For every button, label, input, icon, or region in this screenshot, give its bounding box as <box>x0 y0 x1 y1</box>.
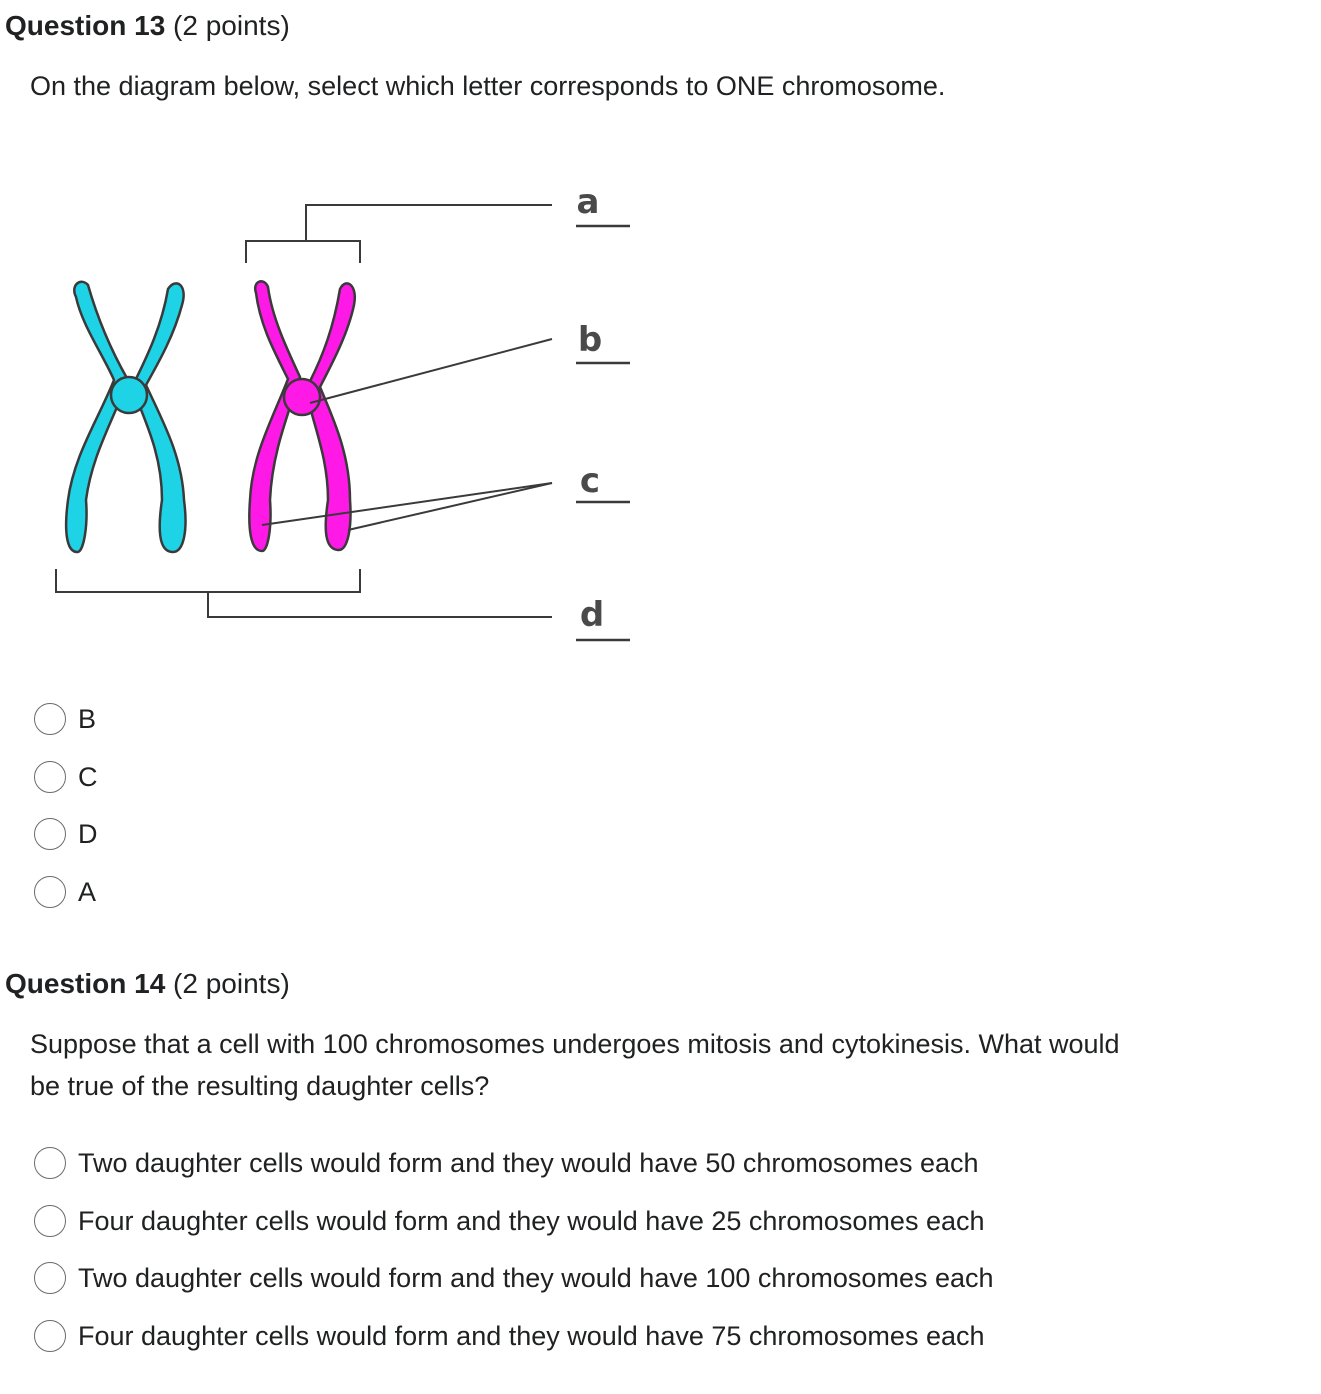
question-13-header <box>5 9 290 43</box>
left-chromatid-b <box>132 283 186 552</box>
q13-option-b[interactable] <box>34 690 98 748</box>
q14-option-1[interactable] <box>34 1134 994 1192</box>
chromosome-diagram-svg <box>50 165 650 660</box>
right-chromatid-a <box>249 281 300 551</box>
chromosome-diagram <box>50 165 650 660</box>
question-13-options <box>34 690 98 921</box>
option-label: Two daughter cells would form and they would have 100 chromosomes each <box>78 1263 994 1294</box>
question-14-title: Question 14 <box>5 968 166 999</box>
left-chromosome <box>66 282 185 552</box>
q13-option-d[interactable] <box>34 805 98 863</box>
left-chromatid-a <box>66 282 128 552</box>
q13-option-c[interactable] <box>34 748 98 806</box>
radio-button[interactable] <box>34 1205 66 1237</box>
q14-option-3[interactable] <box>34 1249 994 1307</box>
label-a-pointer <box>246 205 552 263</box>
question-13-points: (2 points) <box>173 10 290 41</box>
question-14-header <box>5 967 290 1001</box>
label-c-pointer <box>262 483 552 530</box>
svg-text:c: c <box>579 461 601 501</box>
question-14-prompt: Suppose that a cell with 100 chromosomes undergoes mitosis and cytokinesis. What would be true of the resulting daughter cells? <box>30 1029 1120 1101</box>
diagram-label-d <box>576 595 630 640</box>
option-label: B <box>78 703 97 734</box>
q14-option-2[interactable] <box>34 1192 994 1250</box>
option-label: Two daughter cells would form and they would have 50 chromosomes each <box>78 1147 979 1178</box>
radio-button[interactable] <box>34 703 66 735</box>
option-label: Four daughter cells would form and they would have 25 chromosomes each <box>78 1205 985 1236</box>
svg-text:d: d <box>579 595 605 635</box>
radio-button[interactable] <box>34 1320 66 1352</box>
radio-button[interactable] <box>34 876 66 908</box>
right-chromatid-b <box>306 283 355 550</box>
radio-button[interactable] <box>34 761 66 793</box>
right-centromere <box>284 379 320 415</box>
diagram-label-a <box>576 182 630 226</box>
radio-button[interactable] <box>34 818 66 850</box>
label-d-pointer <box>56 569 552 617</box>
question-14-options <box>34 1134 994 1365</box>
option-label: C <box>78 761 98 792</box>
option-label: Four daughter cells would form and they would have 75 chromosomes each <box>78 1320 985 1351</box>
question-13-prompt: On the diagram below, select which letter corresponds to ONE chromosome. <box>30 71 946 101</box>
q13-option-a[interactable] <box>34 863 98 921</box>
question-13-title: Question 13 <box>5 10 166 41</box>
radio-button[interactable] <box>34 1147 66 1179</box>
option-label: D <box>78 819 98 850</box>
option-label: A <box>78 876 97 907</box>
radio-button[interactable] <box>34 1262 66 1294</box>
svg-text:b: b <box>577 320 603 360</box>
right-chromosome <box>249 281 354 551</box>
label-b-pointer <box>310 339 552 403</box>
question-14-points: (2 points) <box>173 968 290 999</box>
diagram-label-b <box>576 320 630 363</box>
svg-text:a: a <box>576 182 600 222</box>
diagram-label-c <box>576 461 630 502</box>
q14-option-4[interactable] <box>34 1307 994 1365</box>
left-centromere <box>111 377 147 413</box>
